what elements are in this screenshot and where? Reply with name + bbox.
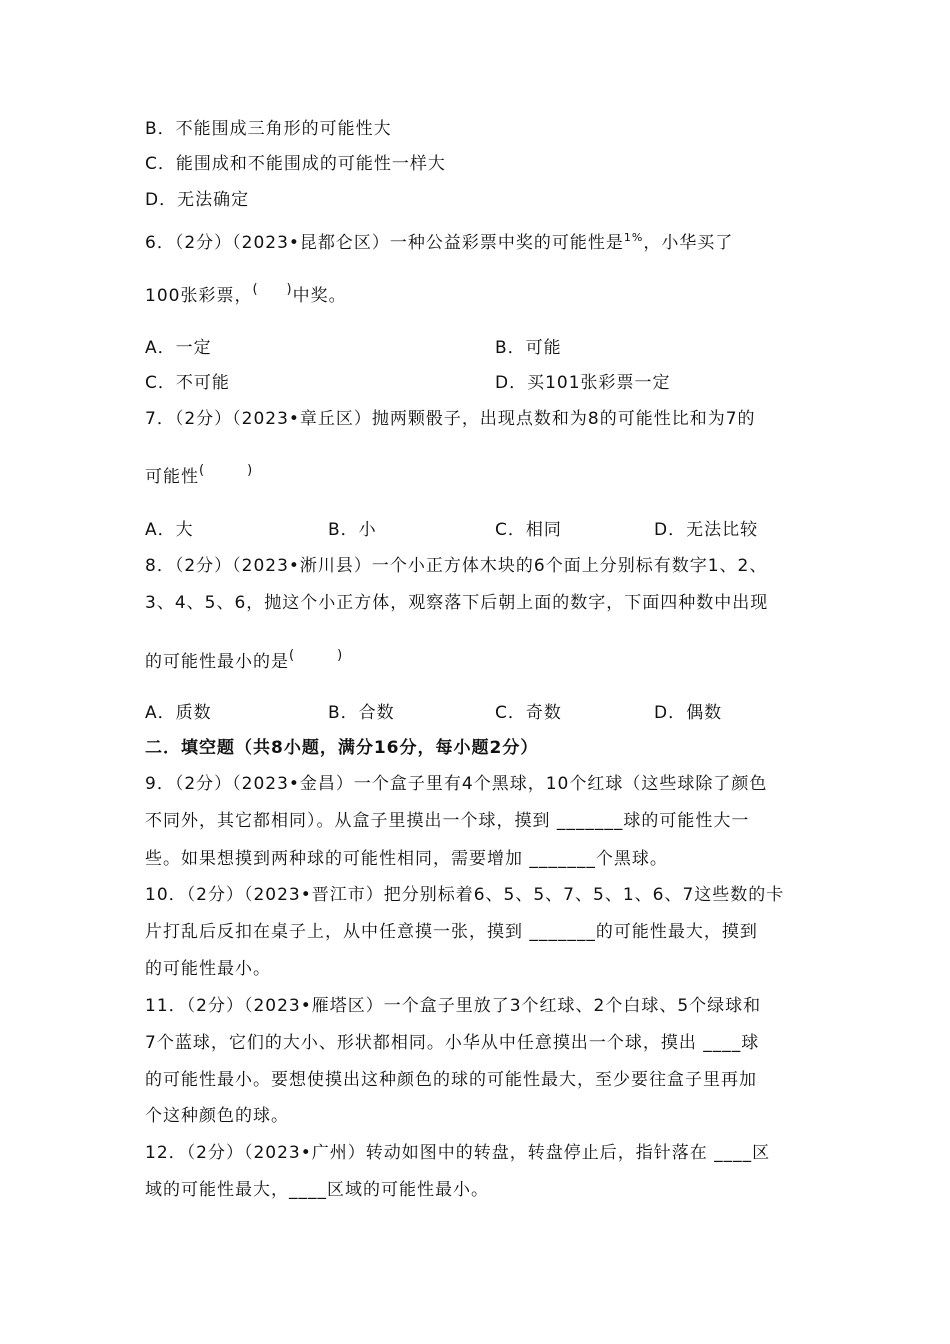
q11-line2: 7个蓝球，它们的大小、形状都相同。小华从中任意摸出一个球，摸出 ____球 bbox=[145, 1033, 760, 1053]
q8-stem-line3 bbox=[145, 645, 343, 673]
q8-line3-text: 的可能性最小的是 bbox=[145, 652, 289, 672]
q5-option-b: B．不能围成三角形的可能性大 bbox=[145, 119, 392, 139]
q12-line2: 域的可能性最大，____区域的可能性最小。 bbox=[145, 1180, 489, 1200]
q6-line2-start: 100张彩票， bbox=[145, 286, 253, 306]
q8-option-a: A．质数 bbox=[145, 703, 212, 723]
q6-stem bbox=[145, 227, 733, 254]
q11-line3: 的可能性最小。要想使摸出这种颜色的球的可能性最大，至少要往盒子里再加 bbox=[145, 1070, 757, 1090]
q6-stem-end: ，小华买了 bbox=[643, 233, 734, 253]
q11-line4: 个这种颜色的球。 bbox=[145, 1106, 289, 1126]
q6-answer-blank: ( ) bbox=[252, 282, 293, 297]
q8-stem-line2: 3、4、5、6，抛这个小正方体，观察落下后朝上面的数字，下面四种数中出现 bbox=[145, 593, 769, 613]
q5-option-d: D．无法确定 bbox=[145, 190, 250, 210]
q7-stem-line2 bbox=[145, 460, 253, 488]
q8-option-c: C．奇数 bbox=[495, 703, 562, 723]
q9-line3: 些。如果想摸到两种球的可能性相同，需要增加 _______个黑球。 bbox=[145, 849, 668, 869]
q9-line2: 不同外，其它都相同）。从盒子里摸出一个球，摸到 _______球的可能性大一 bbox=[145, 811, 750, 831]
section-heading-fill-in: 二．填空题（共8小题，满分16分，每小题2分） bbox=[145, 738, 539, 758]
q7-option-a: A．大 bbox=[145, 520, 194, 540]
q8-option-d: D．偶数 bbox=[654, 703, 723, 723]
q7-option-b: B．小 bbox=[328, 520, 377, 540]
q7-answer-blank: ( ) bbox=[199, 463, 254, 478]
q8-answer-blank: ( ) bbox=[289, 648, 344, 663]
q7-option-d: D．无法比较 bbox=[654, 520, 759, 540]
q12-line1: 12．（2分）（2023•广州）转动如图中的转盘，转盘停止后，指针落在 ____区 bbox=[145, 1143, 771, 1163]
q6-percent: 1% bbox=[623, 231, 644, 244]
q6-option-a: A．一定 bbox=[145, 338, 212, 358]
q8-stem-line1: 8．（2分）（2023•淅川县）一个小正方体木块的6个面上分别标有数字1、2、 bbox=[145, 556, 768, 576]
q9-line1: 9．（2分）（2023•金昌）一个盒子里有4个黑球，10个红球（这些球除了颜色 bbox=[145, 774, 768, 794]
q6-stem-line2 bbox=[145, 279, 347, 307]
q7-option-c: C．相同 bbox=[495, 520, 562, 540]
q11-line1: 11．（2分）（2023•雁塔区）一个盒子里放了3个红球、2个白球、5个绿球和 bbox=[145, 996, 762, 1016]
q6-option-c: C．不可能 bbox=[145, 373, 230, 393]
q6-line2-end: 中奖。 bbox=[292, 286, 347, 306]
q6-stem-text: 6．（2分）（2023•昆都仑区）一种公益彩票中奖的可能性是 bbox=[145, 233, 624, 253]
q7-line2-text: 可能性 bbox=[145, 467, 199, 487]
q7-stem: 7．（2分）（2023•章丘区）抛两颗骰子，出现点数和为8的可能性比和为7的 bbox=[145, 409, 756, 429]
q6-option-d: D．买101张彩票一定 bbox=[495, 373, 671, 393]
q10-line3: 的可能性最小。 bbox=[145, 959, 271, 979]
q8-option-b: B．合数 bbox=[328, 703, 395, 723]
q5-option-c: C．能围成和不能围成的可能性一样大 bbox=[145, 154, 446, 174]
q6-option-b: B．可能 bbox=[495, 338, 562, 358]
q10-line1: 10．（2分）（2023•晋江市）把分别标着6、5、5、7、5、1、6、7这些数的卡 bbox=[145, 885, 785, 905]
q10-line2: 片打乱后反扣在桌子上，从中任意摸一张，摸到 _______的可能性最大，摸到 bbox=[145, 922, 758, 942]
